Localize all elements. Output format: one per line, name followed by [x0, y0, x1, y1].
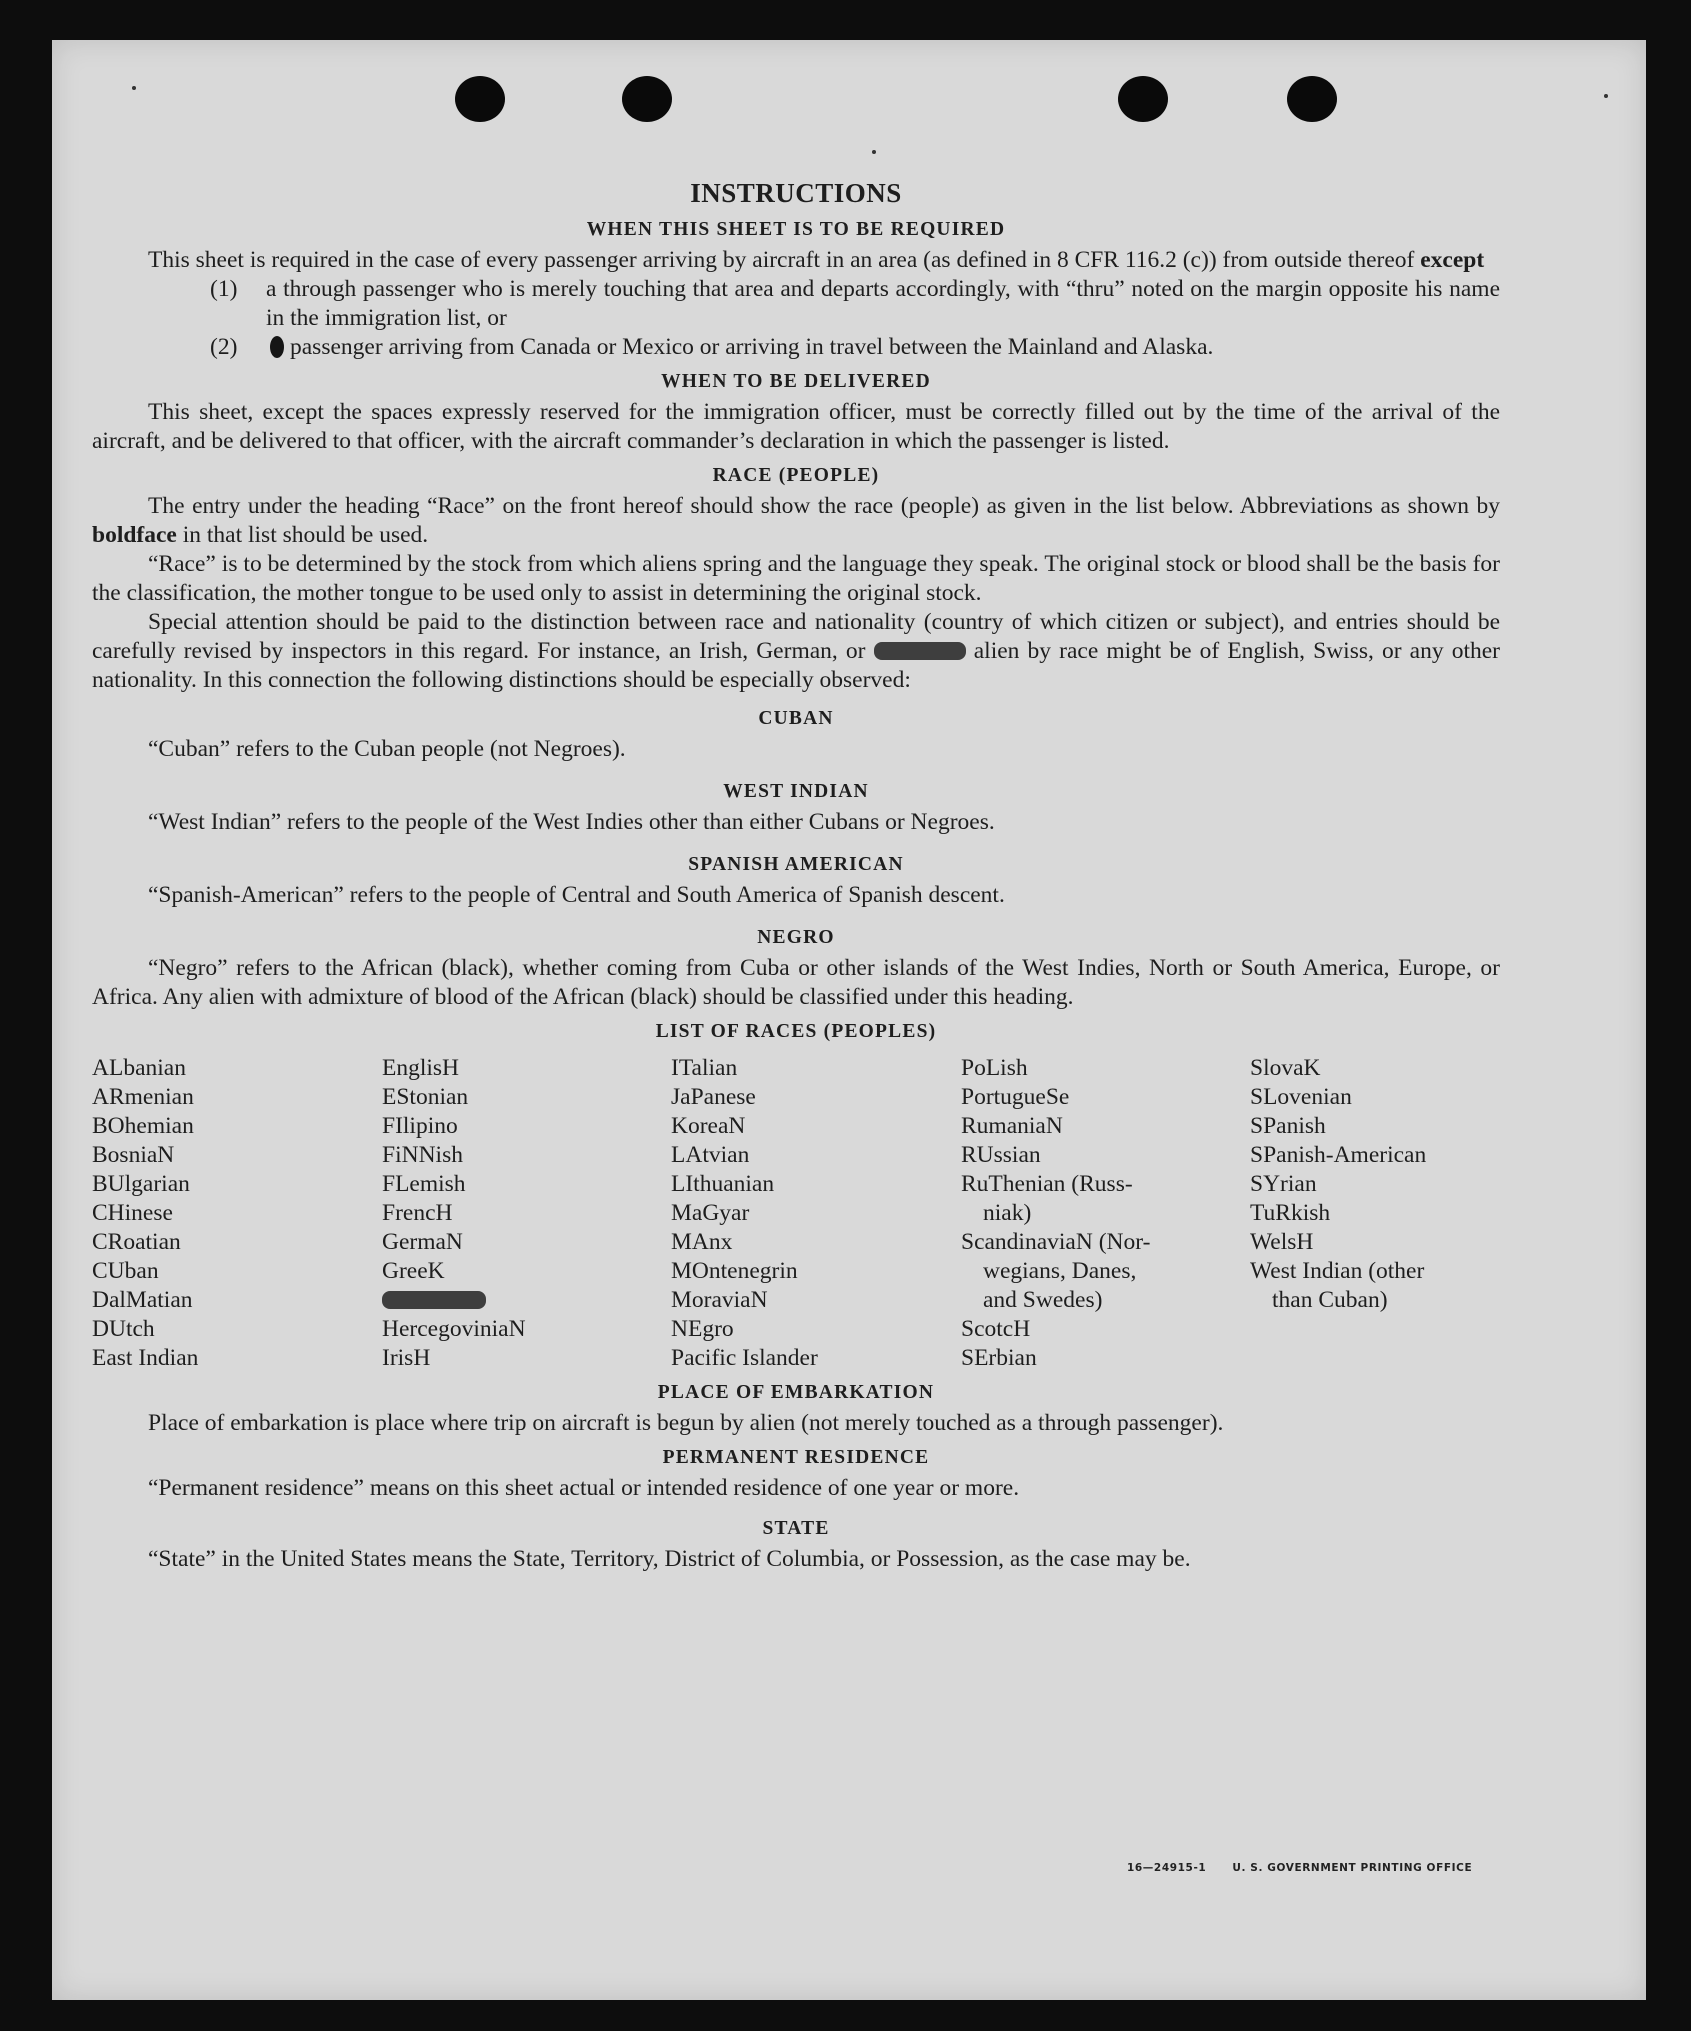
race-entry: DalMatian [92, 1287, 193, 1313]
race-entry: SErbian [961, 1345, 1037, 1371]
race-entry: WelsH [1250, 1229, 1314, 1255]
race-entry: SPanish [1250, 1113, 1326, 1139]
race-list [92, 1054, 1500, 1373]
race-entry: MoraviaN [671, 1287, 768, 1313]
race-column [961, 1054, 1250, 1373]
race-entry: HercegoviniaN [382, 1316, 526, 1342]
race-entry: RumaniaN [961, 1113, 1063, 1139]
item-text-body: passenger arriving from Canada or Mexico or arriving in travel between the Mainland and Alaska. [290, 334, 1214, 360]
item-number: (2) [210, 334, 238, 360]
race-entry: FiNNish [382, 1142, 463, 1168]
race-entry-continuation: wegians, Danes, [983, 1258, 1137, 1284]
race-entry: NEgro [671, 1316, 734, 1342]
list-item [210, 333, 1500, 362]
printer-name: U. S. GOVERNMENT PRINTING OFFICE [1232, 1862, 1473, 1874]
paragraph: “Race” is to be determined by the stock from which aliens spring and the language they speak. The original stock or blood shall be the basis for the classification, the mother tongue to be used only to assist in determining the original stock. [92, 551, 1500, 606]
race-entry: FrencH [382, 1200, 453, 1226]
race-entry: SlovaK [1250, 1055, 1321, 1081]
race-entry: SPanish-American [1250, 1142, 1427, 1168]
speck [872, 150, 876, 154]
section-heading: WHEN THIS SHEET IS TO BE REQUIRED [586, 219, 1006, 240]
race-entry: BUlgarian [92, 1171, 190, 1197]
race-entry: ScotcH [961, 1316, 1031, 1342]
race-entry: EStonian [382, 1084, 469, 1110]
printer-imprint [1127, 1862, 1472, 1874]
race-entry: East Indian [92, 1345, 199, 1371]
item-text [266, 333, 1500, 362]
race-entry: ScandinaviaN (Nor- [961, 1229, 1151, 1255]
race-column [382, 1054, 671, 1373]
paragraph-text: The entry under the heading “Race” on the front hereof should show the race (people) as given in the list below. Abbreviations as shown by [148, 493, 1500, 519]
section-heading: LIST OF RACES (PEOPLES) [655, 1021, 937, 1042]
race-entry: Pacific Islander [671, 1345, 818, 1371]
race-entry: FLemish [382, 1171, 466, 1197]
race-entry: SLovenian [1250, 1084, 1352, 1110]
section-heading: NEGRO [757, 927, 835, 948]
instructions-content [92, 170, 1500, 1574]
race-column [1250, 1054, 1500, 1373]
section-heading: WEST INDIAN [723, 781, 869, 802]
paragraph: “Permanent residence” means on this sheet actual or intended residence of one year or more. [148, 1475, 1020, 1501]
page-title: INSTRUCTIONS [690, 178, 902, 208]
punch-hole [1287, 76, 1337, 122]
ink-blot [270, 336, 284, 358]
race-entry: EnglisH [382, 1055, 460, 1081]
section-heading: PERMANENT RESIDENCE [662, 1447, 930, 1468]
race-entry: ARmenian [92, 1084, 194, 1110]
list-item [210, 275, 1500, 333]
race-entry-redacted [382, 1286, 671, 1315]
race-entry: BosniaN [92, 1142, 175, 1168]
race-entry-continuation: niak) [983, 1200, 1032, 1226]
race-column [92, 1054, 382, 1373]
paragraph: “Cuban” refers to the Cuban people (not Negroes). [148, 736, 626, 762]
form-code: 16—24915-1 [1127, 1862, 1207, 1874]
race-entry-continuation: and Swedes) [983, 1287, 1103, 1313]
race-entry: TuRkish [1250, 1200, 1331, 1226]
race-entry: PortugueSe [961, 1084, 1070, 1110]
paragraph [92, 246, 1500, 275]
race-entry: GreeK [382, 1258, 445, 1284]
paragraph-text: This sheet is required in the case of every passenger arriving by aircraft in an area (as defined in 8 CFR 116.2 (c)) from outside thereof [148, 247, 1415, 273]
race-entry: IrisH [382, 1345, 431, 1371]
paragraph-text: in that list should be used. [182, 522, 429, 548]
paragraph [92, 608, 1500, 695]
race-entry-continuation: than Cuban) [1272, 1287, 1388, 1313]
race-column [671, 1054, 961, 1373]
paragraph-text: alien by race might be of English, Swiss, or any other nationality. In this connection the following distinctions should be especially observed: [92, 638, 1501, 693]
race-entry: RUssian [961, 1142, 1041, 1168]
race-entry: CHinese [92, 1200, 173, 1226]
race-entry: GermaN [382, 1229, 463, 1255]
paragraph: “Spanish-American” refers to the people of Central and South America of Spanish descent. [148, 882, 1005, 908]
race-entry: LIthuanian [671, 1171, 775, 1197]
section-heading: SPANISH AMERICAN [688, 854, 904, 875]
race-entry: West Indian (other [1250, 1258, 1425, 1284]
race-entry: PoLish [961, 1055, 1028, 1081]
section-heading: STATE [762, 1518, 830, 1539]
punch-hole [1118, 76, 1168, 122]
race-entry: ITalian [671, 1055, 738, 1081]
item-number: (1) [210, 276, 238, 302]
race-entry: FIlipino [382, 1113, 458, 1139]
race-entry: RuThenian (Russ- [961, 1171, 1133, 1197]
speck [1604, 94, 1608, 98]
race-entry: ALbanian [92, 1055, 186, 1081]
race-entry: CUban [92, 1258, 159, 1284]
section-heading: RACE (PEOPLE) [712, 465, 880, 486]
paragraph: “State” in the United States means the State, Territory, District of Columbia, or Possession, as the case may be. [148, 1546, 1191, 1572]
race-entry: MAnx [671, 1229, 733, 1255]
race-entry: MaGyar [671, 1200, 750, 1226]
paragraph [92, 492, 1500, 550]
speck [132, 86, 136, 90]
race-entry: JaPanese [671, 1084, 756, 1110]
punch-hole [455, 76, 505, 122]
race-entry: CRoatian [92, 1229, 181, 1255]
redaction-mark [382, 1291, 486, 1309]
race-entry: MOntenegrin [671, 1258, 798, 1284]
section-heading: CUBAN [758, 708, 834, 729]
paragraph: This sheet, except the spaces expressly reserved for the immigration officer, must be correctly filled out by the time of the arrival of the aircraft, and be delivered to that officer, with the aircraft commander’s declaration in which the passenger is listed. [92, 399, 1500, 454]
paragraph: “Negro” refers to the African (black), whether coming from Cuba or other islands of the West Indies, North or South America, Europe, or Africa. Any alien with admixture of blood of the African (black) should be classified under this heading. [92, 955, 1500, 1010]
redaction-mark [874, 642, 966, 660]
bold-text: except [1420, 247, 1485, 273]
section-heading: PLACE OF EMBARKATION [657, 1382, 935, 1403]
race-entry: DUtch [92, 1316, 155, 1342]
paragraph-text: Special attention should be paid to the distinction between race and nationality (country of which citizen or subject), and entries should be carefully revised by inspectors in this regard. For instance, an Irish, German, or [92, 609, 1500, 664]
punch-hole [622, 76, 672, 122]
race-entry: SYrian [1250, 1171, 1317, 1197]
paragraph: “West Indian” refers to the people of the West Indies other than either Cubans or Negroes. [148, 809, 995, 835]
paragraph: Place of embarkation is place where trip on aircraft is begun by alien (not merely touched as a through passenger). [148, 1410, 1224, 1436]
item-text: a through passenger who is merely touching that area and departs accordingly, with “thru” noted on the margin opposite his name in the immigration list, or [266, 276, 1500, 331]
section-heading: WHEN TO BE DELIVERED [661, 371, 931, 392]
race-entry: BOhemian [92, 1113, 194, 1139]
bold-text: boldface [92, 522, 177, 548]
race-entry: KoreaN [671, 1113, 746, 1139]
race-entry: LAtvian [671, 1142, 750, 1168]
